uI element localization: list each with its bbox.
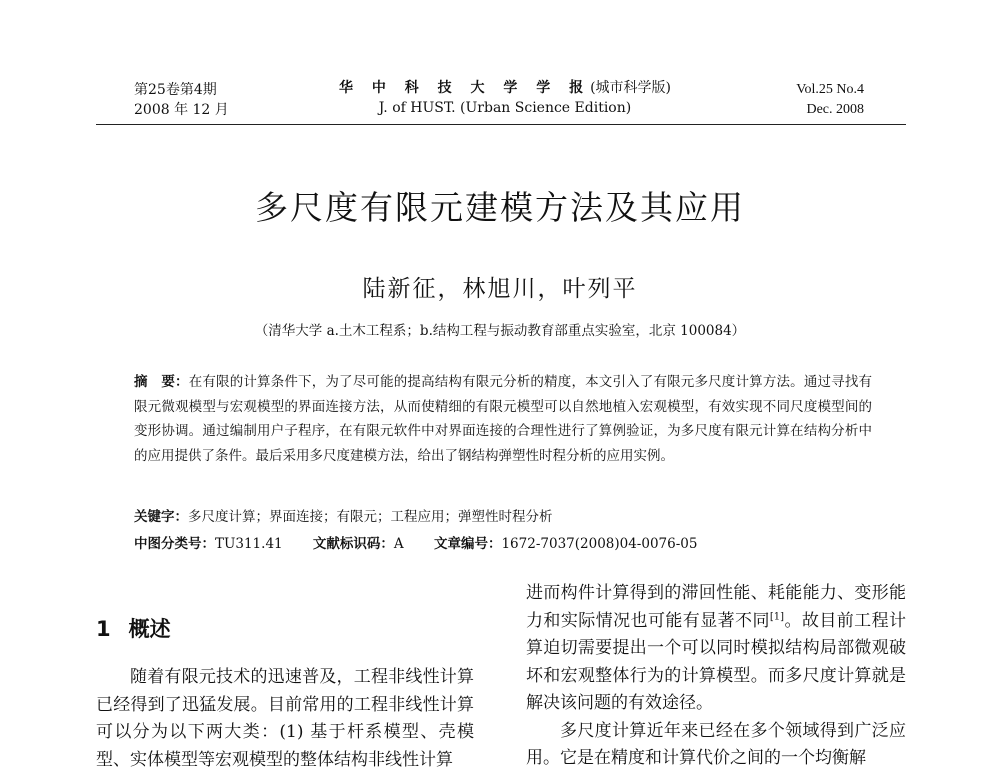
paragraph-text: 进而构件计算得到的滞回性能、耗能能力、变形能力和实际情况也可能有显著不同 bbox=[526, 583, 906, 631]
article-number-label: 文章编号： bbox=[433, 536, 502, 552]
paper-affiliation: （清华大学 a.土木工程系；b.结构工程与振动教育部重点实验室，北京 100084） bbox=[254, 323, 746, 339]
paragraph-text-tail: 。故目前工程计算迫切需要提出一个可以同时模拟结构局部微观破坏和宏观整体行为的计算模型。而多尺度计算就是解决该问题的有效途径。 bbox=[526, 610, 907, 713]
date-en: Dec. 2008 bbox=[806, 102, 864, 117]
date-cn: 2008 年 12 月 bbox=[134, 102, 229, 118]
article-number-value: 1672-7037(2008)04-0076-05 bbox=[501, 536, 698, 552]
volume-issue-cn: 第25卷第4期 bbox=[134, 82, 217, 98]
body-column-left bbox=[96, 664, 474, 774]
paper-authors: 陆新征，林旭川，叶列平 bbox=[362, 276, 638, 302]
doc-code bbox=[313, 534, 404, 554]
running-header-center bbox=[290, 78, 720, 118]
doc-code-label: 文献标识码： bbox=[312, 536, 394, 552]
abstract-label: 摘 要： bbox=[134, 374, 189, 390]
keywords bbox=[134, 507, 872, 527]
keywords-text: 多尺度计算；界面连接；有限元；工程应用；弹塑性时程分析 bbox=[188, 509, 553, 525]
clc-label: 中图分类号： bbox=[134, 536, 215, 552]
abstract-text: 在有限的计算条件下，为了尽可能的提高结构有限元分析的精度，本文引入了有限元多尺度计算方法。通过寻找有限元微观模型与宏观模型的界面连接方法，从而使精细的有限元模型可以自然地植入宏观模型，有效实现不同尺度模型间的变形协调。通过编制用户子程序，在有限元软件中对界面连接的合理性进行了算例验证，为多尺度有限元计算在结构分析中的应用提供了条件。最后采用多尺度建模方法，给出了钢结构弹塑性时程分析的应用实例。 bbox=[134, 374, 873, 464]
running-header-left bbox=[134, 80, 284, 120]
body-column-right bbox=[526, 580, 906, 773]
paper-title: 多尺度有限元建模方法及其应用 bbox=[255, 188, 745, 227]
doc-code-value: A bbox=[393, 536, 404, 552]
paragraph: 多尺度计算近年来已经在多个领域得到广泛应用。它是在精度和计算代价之间的一个均衡解 bbox=[526, 720, 906, 768]
abstract bbox=[134, 370, 872, 468]
section-number: 1 bbox=[96, 617, 111, 641]
journal-name-cn-main: 华 中 科 技 大 学 学 报 bbox=[338, 80, 591, 96]
journal-name-cn bbox=[290, 78, 720, 98]
header-rule bbox=[96, 124, 906, 125]
citation-ref: [1] bbox=[769, 610, 785, 622]
classification-line bbox=[134, 534, 872, 554]
volume-issue-en: Vol.25 No.4 bbox=[796, 82, 864, 97]
paragraph: 随着有限元技术的迅速普及，工程非线性计算已经得到了迅猛发展。目前常用的工程非线性计算可以分为以下两大类：(1) 基于杆系模型、壳模型、实体模型等宏观模型的整体结构非线性计算 bbox=[96, 667, 474, 770]
clc-number bbox=[134, 534, 283, 554]
section-heading bbox=[96, 613, 171, 643]
running-header-right bbox=[740, 80, 864, 120]
paragraph-continued bbox=[526, 580, 906, 718]
journal-name-cn-paren: (城市科学版) bbox=[590, 80, 672, 96]
journal-name-en: J. of HUST. (Urban Science Edition) bbox=[378, 100, 632, 116]
section-title: 概述 bbox=[128, 617, 171, 641]
keywords-label: 关键字： bbox=[134, 509, 188, 525]
article-number bbox=[434, 534, 698, 554]
clc-value: TU311.41 bbox=[215, 536, 283, 552]
